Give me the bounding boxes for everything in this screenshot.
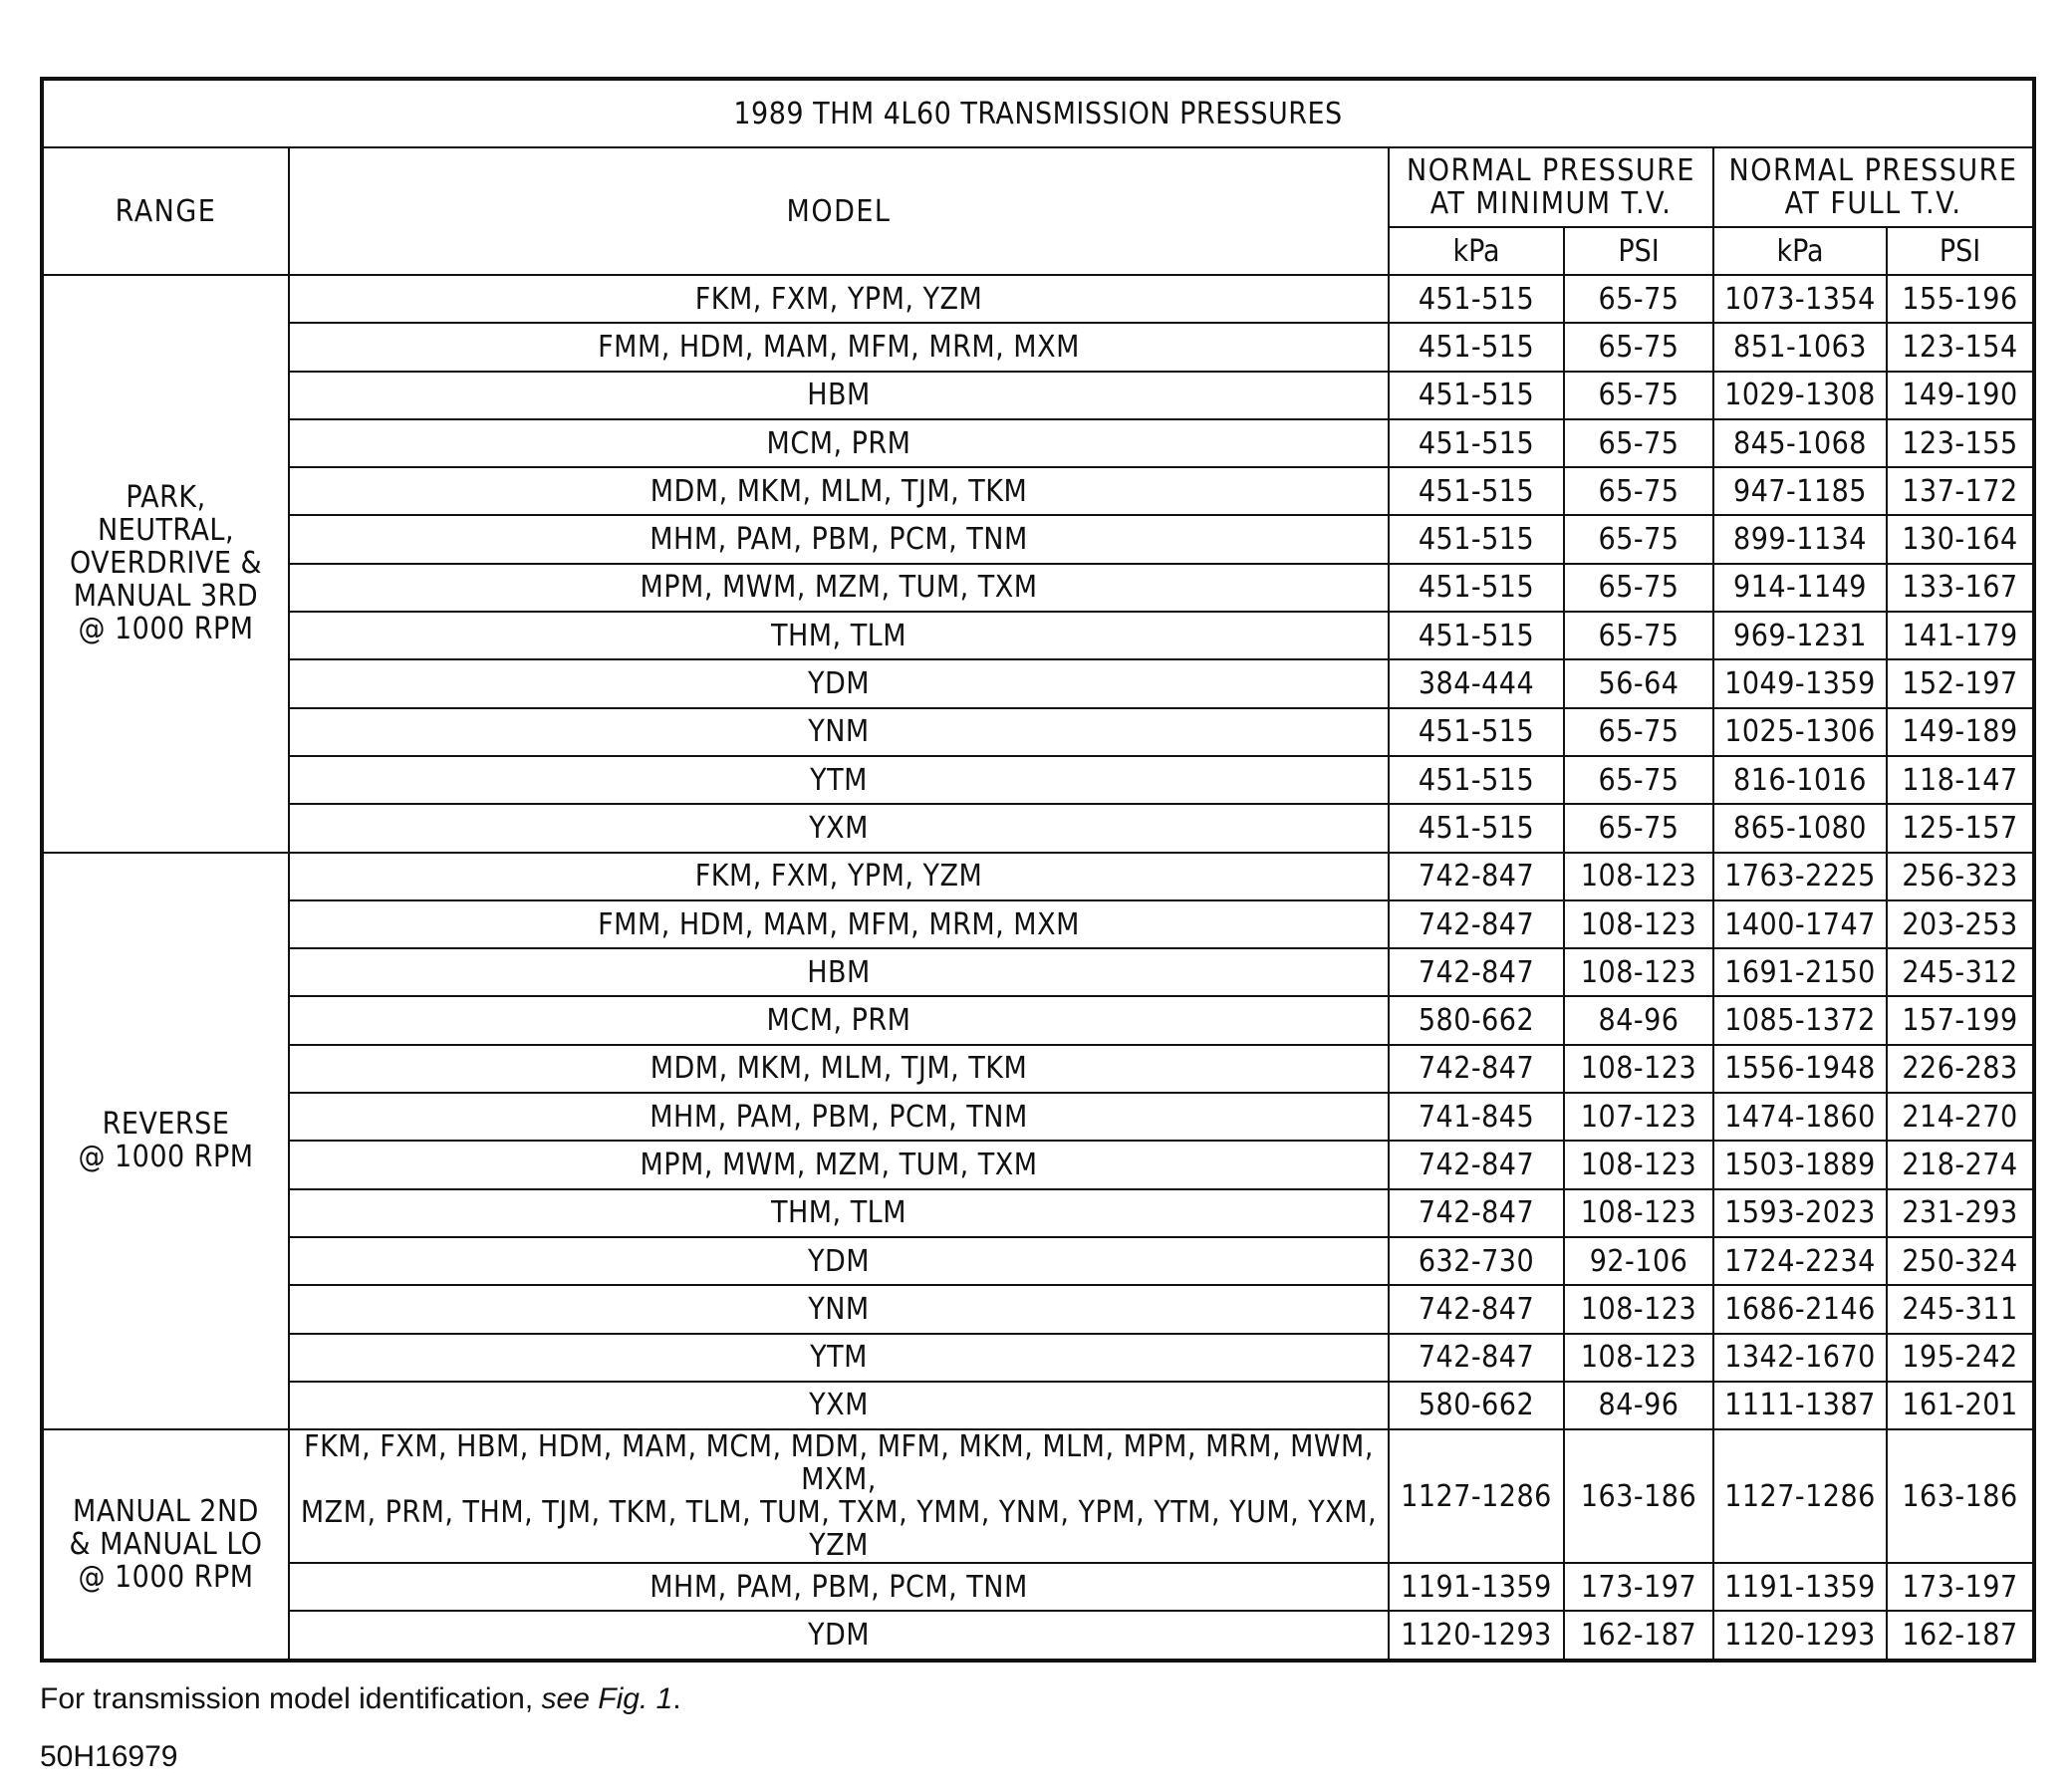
full-psi-cell: 256-323 (1887, 853, 2034, 900)
min-kpa-cell: 1127-1286 (1389, 1429, 1564, 1563)
range-cell (42, 275, 289, 853)
full-kpa-cell: 1111-1387 (1713, 1382, 1887, 1429)
full-kpa-cell: 845-1068 (1713, 419, 1887, 467)
full-psi-cell: 226-283 (1887, 1045, 2034, 1093)
model-line: MDM, MKM, MLM, TJM, TKM (649, 1051, 1028, 1087)
model-cell (289, 659, 1389, 707)
min-kpa-cell: 1191-1359 (1389, 1563, 1564, 1611)
full-psi-cell: 155-196 (1887, 275, 2034, 323)
full-kpa-cell: 865-1080 (1713, 804, 1887, 852)
min-psi-cell: 108-123 (1564, 1285, 1713, 1333)
full-kpa-cell: 1191-1359 (1713, 1563, 1887, 1611)
table-row (42, 708, 2034, 756)
min-kpa-cell: 742-847 (1389, 1334, 1564, 1382)
min-psi-cell: 108-123 (1564, 948, 1713, 996)
full-kpa-cell: 1593-2023 (1713, 1189, 1887, 1237)
table-row (42, 996, 2034, 1044)
min-kpa-cell: 451-515 (1389, 467, 1564, 515)
model-cell (289, 708, 1389, 756)
min-kpa-cell: 451-515 (1389, 419, 1564, 467)
full-kpa-cell: 1085-1372 (1713, 996, 1887, 1044)
min-psi-cell: 108-123 (1564, 853, 1713, 900)
range-line: NEUTRAL, (97, 513, 235, 549)
min-kpa-cell: 580-662 (1389, 996, 1564, 1044)
table-title: 1989 THM 4L60 TRANSMISSION PRESSURES (42, 79, 2034, 147)
full-kpa-cell: 1029-1308 (1713, 372, 1887, 419)
range-line: OVERDRIVE & (69, 546, 263, 582)
model-line: MPM, MWM, MZM, TUM, TXM (640, 570, 1038, 606)
model-cell (289, 804, 1389, 852)
table-row (42, 1429, 2034, 1563)
model-cell (289, 1611, 1389, 1660)
model-line: YTM (810, 762, 868, 798)
min-psi-cell: 65-75 (1564, 564, 1713, 612)
model-line: YXM (809, 1388, 869, 1423)
model-cell (289, 1045, 1389, 1093)
min-psi-cell: 84-96 (1564, 1382, 1713, 1429)
full-psi-cell: 161-201 (1887, 1382, 2034, 1429)
full-psi-cell: 123-155 (1887, 419, 2034, 467)
full-psi-cell: 149-189 (1887, 708, 2034, 756)
min-psi-cell: 65-75 (1564, 515, 1713, 563)
range-cell (42, 853, 289, 1430)
min-kpa-cell: 742-847 (1389, 1045, 1564, 1093)
model-cell (289, 1093, 1389, 1141)
min-psi-cell: 107-123 (1564, 1093, 1713, 1141)
figure-id: 50H16979 (40, 1739, 178, 1773)
min-psi-cell: 173-197 (1564, 1563, 1713, 1611)
model-line: YXM (809, 810, 869, 846)
min-kpa-cell: 742-847 (1389, 853, 1564, 900)
table-row (42, 804, 2034, 852)
model-line: MHM, PAM, PBM, PCM, TNM (649, 1099, 1028, 1135)
model-cell (289, 612, 1389, 659)
min-psi-header: PSI (1564, 227, 1713, 275)
min-psi-cell: 108-123 (1564, 1334, 1713, 1382)
model-line: HBM (807, 378, 871, 413)
full-kpa-cell: 1474-1860 (1713, 1093, 1887, 1141)
full-kpa-cell: 1120-1293 (1713, 1611, 1887, 1660)
full-kpa-cell: 1691-2150 (1713, 948, 1887, 996)
model-cell (289, 1237, 1389, 1285)
min-kpa-cell: 451-515 (1389, 275, 1564, 323)
min-psi-cell: 108-123 (1564, 1141, 1713, 1188)
range-line: & MANUAL LO (69, 1526, 263, 1562)
table-row (42, 900, 2034, 948)
model-line: YNM (808, 1291, 870, 1327)
range-line: @ 1000 RPM (78, 1140, 254, 1175)
model-line: FKM, FXM, YPM, YZM (694, 281, 983, 317)
full-kpa-cell: 1127-1286 (1713, 1429, 1887, 1563)
table-row (42, 419, 2034, 467)
min-kpa-cell: 451-515 (1389, 804, 1564, 852)
table-row (42, 1382, 2034, 1429)
table-row (42, 948, 2034, 996)
model-cell (289, 1189, 1389, 1237)
model-line: FMM, HDM, MAM, MFM, MRM, MXM (598, 906, 1080, 942)
full-kpa-cell: 899-1134 (1713, 515, 1887, 563)
full-kpa-cell: 1049-1359 (1713, 659, 1887, 707)
model-cell (289, 853, 1389, 900)
table-row (42, 853, 2034, 900)
min-kpa-cell: 451-515 (1389, 612, 1564, 659)
min-psi-cell: 65-75 (1564, 756, 1713, 804)
min-kpa-cell: 742-847 (1389, 1189, 1564, 1237)
model-cell (289, 323, 1389, 371)
full-psi-cell: 133-167 (1887, 564, 2034, 612)
full-kpa-cell: 1763-2225 (1713, 853, 1887, 900)
table-row (42, 1189, 2034, 1237)
min-kpa-header: kPa (1389, 227, 1564, 275)
full-psi-cell: 231-293 (1887, 1189, 2034, 1237)
min-kpa-cell: 742-847 (1389, 1285, 1564, 1333)
model-line: YDM (807, 666, 871, 702)
min-psi-cell: 108-123 (1564, 1189, 1713, 1237)
min-kpa-cell: 451-515 (1389, 756, 1564, 804)
range-line: MANUAL 3RD (73, 579, 259, 615)
model-line: MDM, MKM, MLM, TJM, TKM (649, 473, 1028, 509)
full-psi-cell: 125-157 (1887, 804, 2034, 852)
min-psi-cell: 162-187 (1564, 1611, 1713, 1660)
model-cell (289, 419, 1389, 467)
model-cell (289, 564, 1389, 612)
model-line: MHM, PAM, PBM, PCM, TNM (649, 522, 1028, 558)
min-kpa-cell: 742-847 (1389, 900, 1564, 948)
table-row (42, 612, 2034, 659)
model-line: THM, TLM (770, 618, 906, 653)
model-cell (289, 1285, 1389, 1333)
full-kpa-cell: 914-1149 (1713, 564, 1887, 612)
full-psi-cell: 118-147 (1887, 756, 2034, 804)
full-tv-header (1713, 147, 2034, 227)
footnote-end: . (672, 1681, 681, 1715)
model-line: HBM (807, 954, 871, 990)
model-line: MZM, PRM, THM, TJM, TKM, TLM, TUM, TXM, YMM, YNM, YPM, YTM, YUM, YXM, YZM (300, 1495, 1378, 1564)
model-cell (289, 900, 1389, 948)
document (40, 77, 2032, 1774)
model-line: FKM, FXM, HBM, HDM, MAM, MCM, MDM, MFM, MKM, MLM, MPM, MRM, MWM, MXM, (304, 1429, 1374, 1498)
table-row (42, 1237, 2034, 1285)
min-tv-header (1389, 147, 1713, 227)
table-row (42, 1285, 2034, 1333)
min-psi-cell: 108-123 (1564, 1045, 1713, 1093)
range-line: PARK, (126, 480, 206, 516)
min-kpa-cell: 451-515 (1389, 708, 1564, 756)
full-psi-cell: 157-199 (1887, 996, 2034, 1044)
min-kpa-cell: 632-730 (1389, 1237, 1564, 1285)
footnote-text: For transmission model identification, (40, 1681, 542, 1715)
min-psi-cell: 65-75 (1564, 372, 1713, 419)
min-psi-cell: 65-75 (1564, 323, 1713, 371)
full-psi-cell: 173-197 (1887, 1563, 2034, 1611)
model-line: YDM (807, 1618, 871, 1654)
min-kpa-cell: 1120-1293 (1389, 1611, 1564, 1660)
full-psi-cell: 130-164 (1887, 515, 2034, 563)
min-kpa-cell: 742-847 (1389, 1141, 1564, 1188)
min-kpa-cell: 580-662 (1389, 1382, 1564, 1429)
full-psi-cell: 152-197 (1887, 659, 2034, 707)
model-line: THM, TLM (770, 1195, 906, 1231)
full-kpa-cell: 1400-1747 (1713, 900, 1887, 948)
table-row (42, 1141, 2034, 1188)
table-row (42, 1334, 2034, 1382)
min-psi-cell: 65-75 (1564, 419, 1713, 467)
full-psi-cell: 149-190 (1887, 372, 2034, 419)
table-row (42, 564, 2034, 612)
min-tv-header-line2: AT MINIMUM T.V. (1429, 186, 1673, 221)
min-psi-cell: 56-64 (1564, 659, 1713, 707)
table-row (42, 756, 2034, 804)
min-psi-cell: 65-75 (1564, 804, 1713, 852)
full-kpa-cell: 1724-2234 (1713, 1237, 1887, 1285)
model-cell (289, 467, 1389, 515)
full-psi-cell: 250-324 (1887, 1237, 2034, 1285)
table-body (42, 275, 2034, 1661)
table-row (42, 659, 2034, 707)
min-kpa-cell: 451-515 (1389, 564, 1564, 612)
full-psi-cell: 137-172 (1887, 467, 2034, 515)
min-psi-cell: 92-106 (1564, 1237, 1713, 1285)
table-row (42, 467, 2034, 515)
min-psi-cell: 65-75 (1564, 275, 1713, 323)
range-line: MANUAL 2ND (73, 1493, 259, 1529)
model-line: YTM (810, 1340, 868, 1376)
range-line: @ 1000 RPM (78, 612, 254, 647)
model-line: MHM, PAM, PBM, PCM, TNM (649, 1569, 1028, 1605)
full-psi-cell: 218-274 (1887, 1141, 2034, 1188)
model-cell (289, 1141, 1389, 1188)
min-kpa-cell: 451-515 (1389, 372, 1564, 419)
model-cell (289, 1429, 1389, 1563)
min-tv-header-line1: NORMAL PRESSURE (1407, 153, 1695, 188)
model-cell (289, 275, 1389, 323)
model-line: YDM (807, 1243, 871, 1279)
full-kpa-cell: 1342-1670 (1713, 1334, 1887, 1382)
model-line: FMM, HDM, MAM, MFM, MRM, MXM (598, 329, 1080, 365)
table-row (42, 372, 2034, 419)
full-psi-cell: 245-312 (1887, 948, 2034, 996)
pressure-table (40, 77, 2036, 1663)
model-cell (289, 372, 1389, 419)
min-kpa-cell: 742-847 (1389, 948, 1564, 996)
model-header: MODEL (289, 147, 1389, 275)
model-cell (289, 948, 1389, 996)
min-psi-cell: 65-75 (1564, 612, 1713, 659)
full-kpa-header: kPa (1713, 227, 1887, 275)
model-line: MCM, PRM (766, 1003, 911, 1039)
full-psi-cell: 203-253 (1887, 900, 2034, 948)
model-cell (289, 1334, 1389, 1382)
full-psi-cell: 163-186 (1887, 1429, 2034, 1563)
table-row (42, 323, 2034, 371)
model-line: MCM, PRM (766, 425, 911, 461)
full-kpa-cell: 1556-1948 (1713, 1045, 1887, 1093)
footnote-reference: see Fig. 1 (541, 1681, 673, 1715)
model-cell (289, 1563, 1389, 1611)
min-psi-cell: 108-123 (1564, 900, 1713, 948)
min-kpa-cell: 451-515 (1389, 515, 1564, 563)
min-psi-cell: 163-186 (1564, 1429, 1713, 1563)
model-cell (289, 1382, 1389, 1429)
range-cell (42, 1429, 289, 1661)
full-kpa-cell: 1503-1889 (1713, 1141, 1887, 1188)
min-psi-cell: 65-75 (1564, 467, 1713, 515)
min-psi-cell: 65-75 (1564, 708, 1713, 756)
full-psi-header: PSI (1887, 227, 2034, 275)
model-cell (289, 756, 1389, 804)
range-line: @ 1000 RPM (78, 1559, 254, 1595)
full-psi-cell: 245-311 (1887, 1285, 2034, 1333)
full-kpa-cell: 816-1016 (1713, 756, 1887, 804)
model-line: MPM, MWM, MZM, TUM, TXM (640, 1147, 1038, 1182)
range-header: RANGE (42, 147, 289, 275)
full-kpa-cell: 1073-1354 (1713, 275, 1887, 323)
min-psi-cell: 84-96 (1564, 996, 1713, 1044)
full-psi-cell: 214-270 (1887, 1093, 2034, 1141)
full-kpa-cell: 851-1063 (1713, 323, 1887, 371)
table-row (42, 1045, 2034, 1093)
full-kpa-cell: 1025-1306 (1713, 708, 1887, 756)
table-row (42, 1093, 2034, 1141)
range-line: REVERSE (102, 1107, 230, 1143)
model-line: YNM (808, 714, 870, 750)
full-kpa-cell: 947-1185 (1713, 467, 1887, 515)
full-psi-cell: 141-179 (1887, 612, 2034, 659)
model-cell (289, 996, 1389, 1044)
min-kpa-cell: 741-845 (1389, 1093, 1564, 1141)
model-cell (289, 515, 1389, 563)
min-kpa-cell: 451-515 (1389, 323, 1564, 371)
table-row (42, 1611, 2034, 1660)
table-row (42, 515, 2034, 563)
model-line: FKM, FXM, YPM, YZM (694, 859, 983, 895)
footnote (40, 1682, 2032, 1716)
full-kpa-cell: 969-1231 (1713, 612, 1887, 659)
full-psi-cell: 195-242 (1887, 1334, 2034, 1382)
full-psi-cell: 162-187 (1887, 1611, 2034, 1660)
table-row (42, 1563, 2034, 1611)
full-psi-cell: 123-154 (1887, 323, 2034, 371)
table-row (42, 275, 2034, 323)
full-tv-header-line2: AT FULL T.V. (1784, 186, 1962, 221)
full-kpa-cell: 1686-2146 (1713, 1285, 1887, 1333)
full-tv-header-line1: NORMAL PRESSURE (1728, 153, 2018, 188)
min-kpa-cell: 384-444 (1389, 659, 1564, 707)
